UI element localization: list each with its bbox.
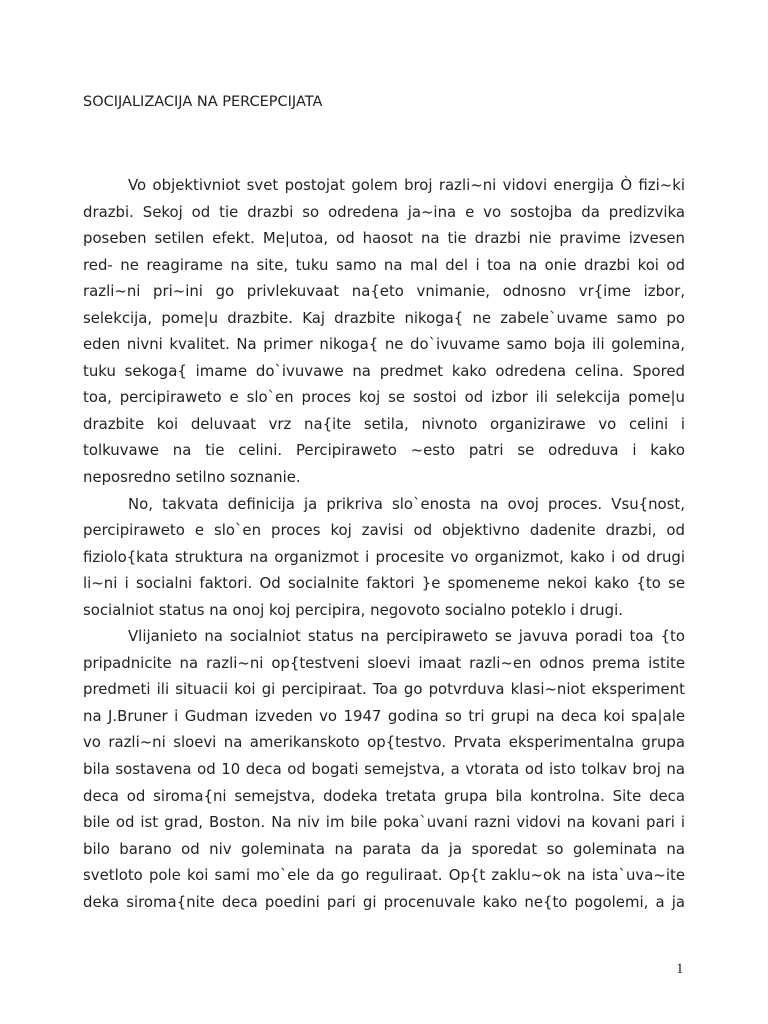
text-line: No, takvata definicija ja prikriva slo`enosta na ovoj proces. Vsu{nost, [128, 494, 685, 513]
text-line: deca od siroma{ni semejstva, dodeka tretata grupa bila kontrolna. Site deca [83, 786, 685, 805]
text-line: bila sostavena od 10 deca od bogati semejstva, a vtorata od isto tolkav broj na [83, 760, 685, 779]
document-title: SOCIJALIZACIJA NA PERCEPCIJATA [83, 94, 323, 110]
text-line: socialniot status na onoj koj percipira, negovoto socialno poteklo i drugi. [83, 600, 624, 619]
text-line: li~ni i socialni faktori. Od socialnite faktori }e spomeneme nekoi kako {to se [83, 574, 685, 593]
text-line: Vlijanieto na socialniot status na percipiraweto se javuva poradi toa {to [128, 627, 685, 646]
text-line: drazbi. Sekoj od tie drazbi so odredena ja~ina e vo sostojba da predizvika [83, 202, 685, 221]
text-line: neposredno setilno soznanie. [83, 468, 301, 487]
text-line: vo razli~ni sloevi na amerikanskoto op{testvo. Prvata eksperimentalna grupa [83, 733, 685, 752]
paragraph-1 [83, 172, 685, 491]
text-line: bilo barano od niv goleminata na parata da ja sporedat so goleminata na [83, 839, 685, 858]
text-line: tolkuvawe na tie celini. Percipiraweto ~esto patri se odreduva i kako [83, 441, 685, 460]
text-line: fiziolo{kata struktura na organizmot i procesite vo organizmot, kako i od drugi [83, 547, 685, 566]
text-line: selekcija, pome|u drazbite. Kaj drazbite nikoga{ ne zabele`uvame samo po [83, 308, 685, 327]
text-line: eden nivni kvalitet. Na primer nikoga{ ne do`ivuvame samo boja ili golemina, [83, 335, 685, 354]
text-line: predmeti ili situacii koi gi percipiraat. Toa go potvrduva klasi~niot eksperiment [83, 680, 685, 699]
document-body [83, 172, 685, 915]
text-line: bile od ist grad, Boston. Na niv im bile poka`uvani razni vidovi na kovani pari i [83, 813, 685, 832]
page-number: 1 [676, 961, 684, 977]
text-line: Vo objektivniot svet postojat golem broj razli~ni vidovi energija Ò fizi~ki [128, 176, 685, 194]
text-line: drazbite koi deluvaat vrz na{ite setila, nivnoto organizirawe vo celini i [83, 414, 685, 433]
text-line: svetloto pole koi sami mo`ele da go reguliraat. Op{t zaklu~ok na ista`uva~ite [83, 866, 685, 885]
text-line: deka siroma{nite deca poedini pari gi procenuvale kako ne{to pogolemi, a ja [83, 892, 685, 911]
text-line: toa, percipiraweto e slo`en proces koj se sostoi od izbor ili selekcija pome|u [83, 388, 685, 407]
text-line: na J.Bruner i Gudman izveden vo 1947 godina so tri grupi na deca koi spa|ale [83, 706, 685, 725]
text-line: red- ne reagirame na site, tuku samo na mal del i toa na onie drazbi koi od [83, 255, 685, 274]
text-line: poseben setilen efekt. Me|utoa, od haosot na tie drazbi nie pravime izvesen [83, 229, 685, 248]
text-line: percipiraweto e slo`en proces koj zavisi od objektivno dadenite drazbi, od [83, 521, 685, 540]
text-line: tuku sekoga{ imame do`ivuvawe na predmet kako odredena celina. Spored [83, 361, 685, 380]
paragraph-2 [83, 491, 685, 624]
text-line: razli~ni pri~ini go privlekuvaat na{eto vnimanie, odnosno vr{ime izbor, [83, 282, 685, 301]
paragraph-3 [83, 623, 685, 915]
text-line: pripadnicite na razli~ni op{testveni sloevi imaat razli~en odnos prema istite [83, 653, 685, 672]
